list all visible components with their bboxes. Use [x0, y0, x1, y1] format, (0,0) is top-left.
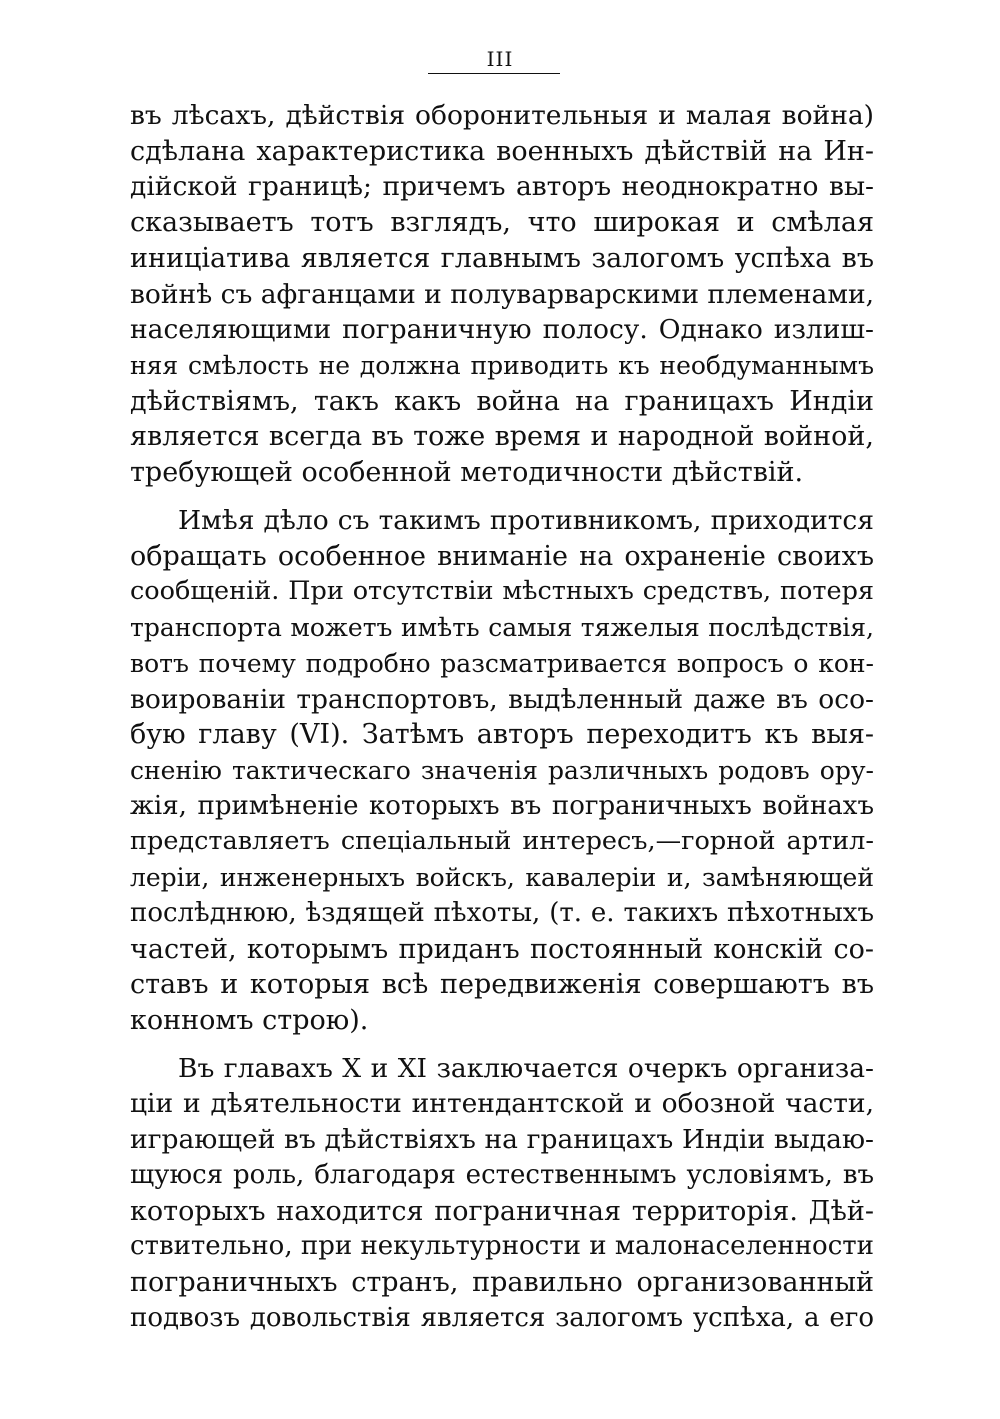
- text-line: бую главу (VI). Затѣмъ авторъ переходитъ къ выя-: [130, 719, 874, 751]
- text-line: леріи, инженерныхъ войскъ, кавалеріи и, замѣняющей: [130, 863, 874, 893]
- text-line: въ лѣсахъ, дѣйствія оборонительныя и малая война): [130, 100, 874, 131]
- paragraph-3: [130, 1051, 874, 1337]
- page-number-rule: [428, 73, 560, 74]
- text-line: няя смѣлость не должна приводить къ необдуманнымъ: [130, 351, 874, 381]
- text-line: войнѣ съ афганцами и полуварварскими племенами,: [130, 278, 875, 310]
- text-line: населяющими пограничную полосу. Однако излиш-: [130, 314, 874, 346]
- text-line: иниціатива является главнымъ залогомъ успѣха въ: [130, 242, 874, 274]
- text-line: жія, примѣненіе которыхъ въ пограничныхъ войнахъ: [130, 790, 874, 821]
- text-line: сненію тактическаго значенія различныхъ родовъ ору-: [130, 755, 874, 785]
- text-line: требующей особенной методичности дѣйствій.: [130, 457, 804, 489]
- text-line: подвозъ довольствія является залогомъ успѣха, а его: [130, 1302, 874, 1333]
- text-line: воированіи транспортовъ, выдѣленный даже въ осо-: [130, 683, 874, 715]
- paragraph-gap: [130, 1039, 874, 1051]
- page-number: III: [486, 47, 514, 71]
- text-line: пограничныхъ странъ, правильно организованный: [130, 1267, 874, 1298]
- text-line: вотъ почему подробно разсматривается вопросъ о кон-: [130, 648, 874, 678]
- text-line: щуюся роль, благодаря естественнымъ условіямъ, въ: [130, 1159, 874, 1190]
- text-line: ствительно, при некультурности и малонаселенности: [130, 1231, 874, 1262]
- body-text: [130, 98, 874, 1336]
- text-line: обращать особенное вниманіе на охраненіе своихъ: [130, 540, 874, 572]
- paragraph-gap: [130, 491, 874, 503]
- text-line: дѣйствіямъ, такъ какъ война на границахъ Индіи: [130, 385, 874, 417]
- text-line: ціи и дѣятельности интендантской и обозной части,: [130, 1088, 874, 1120]
- text-line: сдѣлана характеристика военныхъ дѣйствій на Ин-: [130, 135, 874, 167]
- paragraph-2: [130, 503, 874, 1039]
- text-line: послѣднюю, ѣздящей пѣхоты, (т. е. такихъ пѣхотныхъ: [130, 897, 874, 928]
- text-line: конномъ строю).: [130, 1004, 369, 1036]
- text-line: представляетъ спеціальный интересъ,—горной артил-: [130, 826, 874, 857]
- text-line: сказываетъ тотъ взглядъ, что широкая и смѣлая: [130, 207, 874, 239]
- text-line: частей, которымъ приданъ постоянный конскій со-: [130, 933, 874, 965]
- text-line: которыхъ находится пограничная территорія. Дѣй-: [130, 1195, 874, 1227]
- paragraph-1: [130, 98, 874, 491]
- text-line: играющей въ дѣйствіяхъ на границахъ Индіи выдаю-: [130, 1124, 874, 1156]
- text-line: транспорта можетъ имѣть самыя тяжелыя послѣдствія,: [130, 613, 874, 643]
- text-line: Въ главахъ X и XI заключается очеркъ организа-: [178, 1052, 874, 1084]
- text-line: ставъ и которыя всѣ передвиженія совершаютъ въ: [130, 969, 874, 1001]
- text-line: Имѣя дѣло съ такимъ противникомъ, приходится: [178, 504, 874, 536]
- text-line: дійской границѣ; причемъ авторъ неоднократно вы-: [130, 171, 874, 203]
- text-line: является всегда въ тоже время и народной войной,: [130, 421, 874, 453]
- text-line: сообщеній. При отсутствіи мѣстныхъ средствъ, потеря: [130, 576, 874, 607]
